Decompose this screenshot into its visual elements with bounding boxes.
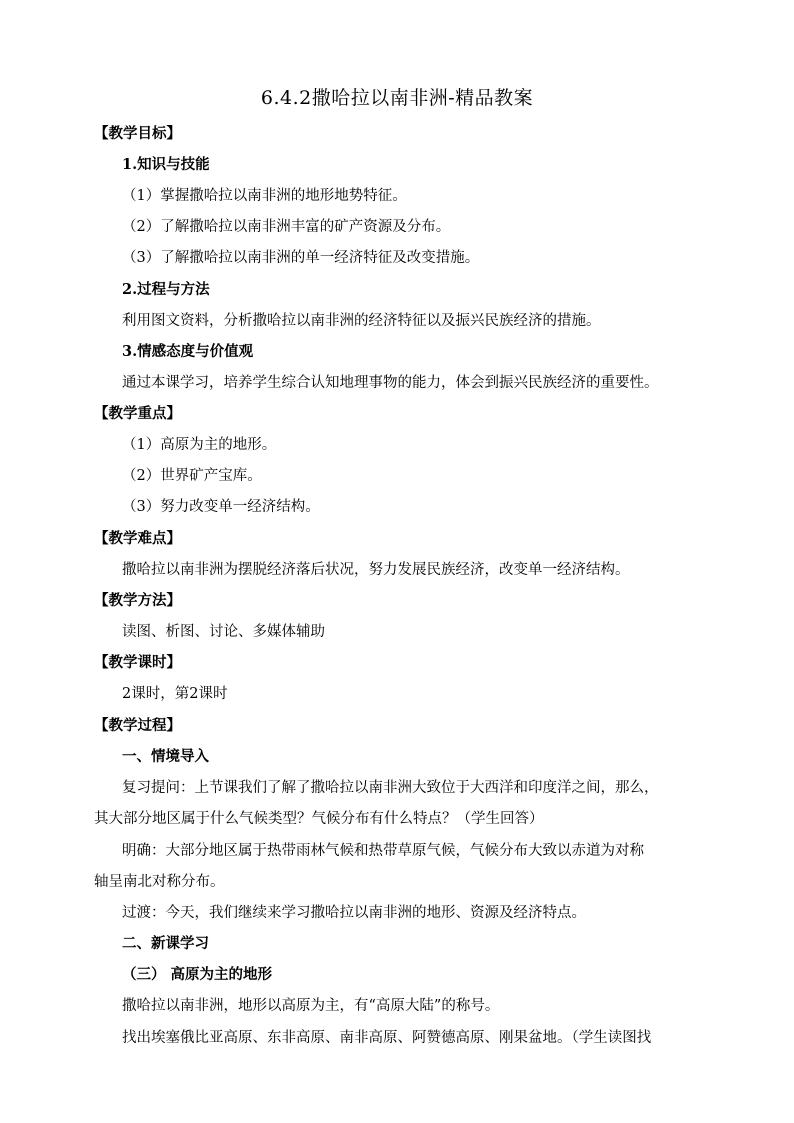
subheading-intro: 一、情境导入 [122, 748, 209, 765]
section-heading-method: 【教学方法】 [94, 592, 181, 609]
subheading-process: 2.过程与方法 [122, 281, 210, 298]
find-text: 找出埃塞俄比亚高原、东非高原、南非高原、阿赞德高原、刚果盆地。（学生读图找 [122, 1030, 652, 1046]
plateau-text: 撒哈拉以南非洲，地形以高原为主，有“高原大陆”的称号。 [122, 998, 500, 1014]
process-text: 利用图文资料，分析撒哈拉以南非洲的经济特征以及振兴民族经济的措施。 [122, 313, 601, 329]
subheading-plateau: （三） 高原为主的地形 [122, 966, 273, 983]
difficulty-text: 撒哈拉以南非洲为摆脱经济落后状况，努力发展民族经济，改变单一经济结构。 [122, 562, 630, 578]
emotion-text: 通过本课学习，培养学生综合认知地理事物的能力，体会到振兴民族经济的重要性。 [122, 375, 659, 391]
review-line-2: 其大部分地区属于什么气候类型？气候分布有什么特点？（学生回答） [94, 811, 544, 827]
section-heading-key-points: 【教学重点】 [94, 405, 181, 422]
transition-text: 过渡：今天，我们继续来学习撒哈拉以南非洲的地形、资源及经济特点。 [122, 905, 586, 921]
key-point-3: （3）努力改变单一经济结构。 [122, 499, 320, 515]
key-point-2: （2）世界矿产宝库。 [122, 468, 262, 484]
method-text: 读图、析图、讨论、多媒体辅助 [122, 624, 325, 640]
knowledge-item-3: （3）了解撒哈拉以南非洲的单一经济特征及改变措施。 [122, 250, 480, 266]
section-heading-difficulty: 【教学难点】 [94, 530, 181, 547]
document-title: 6.4.2撒哈拉以南非洲-精品教案 [260, 87, 534, 109]
knowledge-item-2: （2）了解撒哈拉以南非洲丰富的矿产资源及分布。 [122, 219, 451, 235]
section-heading-objectives: 【教学目标】 [94, 125, 181, 142]
answer-line-1: 明确：大部分地区属于热带雨林气候和热带草原气候，气候分布大致以赤道为对称 [122, 843, 644, 859]
section-heading-teaching-process: 【教学过程】 [94, 717, 181, 734]
knowledge-item-1: （1）掌握撒哈拉以南非洲的地形地势特征。 [122, 188, 407, 204]
answer-line-2: 轴呈南北对称分布。 [94, 874, 225, 890]
subheading-emotion: 3.情感态度与价值观 [122, 343, 254, 360]
section-heading-hours: 【教学课时】 [94, 654, 181, 671]
review-line-1: 复习提问：上节课我们了解了撒哈拉以南非洲大致位于大西洋和印度洋之间，那么， [122, 780, 659, 796]
subheading-knowledge: 1.知识与技能 [122, 156, 210, 173]
key-point-1: （1）高原为主的地形。 [122, 437, 277, 453]
hours-text: 2课时，第2课时 [122, 686, 228, 702]
subheading-new-lesson: 二、新课学习 [122, 935, 209, 952]
